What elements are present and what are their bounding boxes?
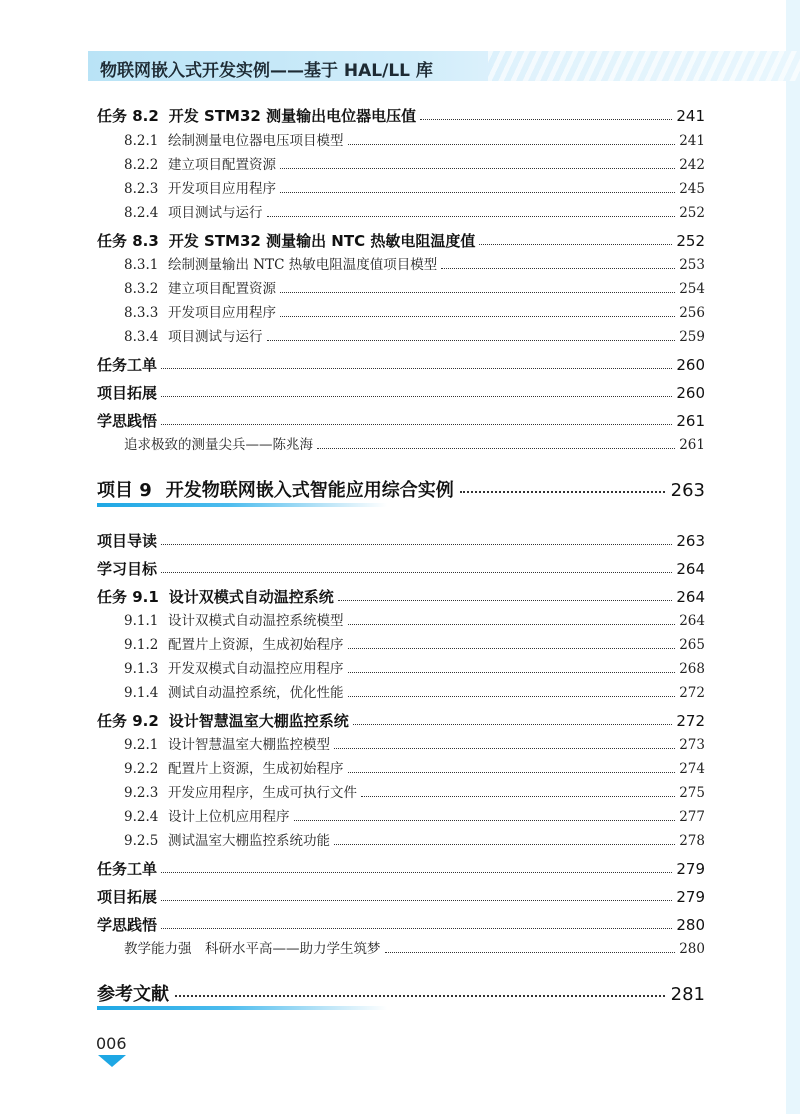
page-marker-triangle-icon — [98, 1055, 126, 1067]
toc-page: 275 — [679, 785, 705, 801]
toc-section-8-3-2[interactable] — [124, 277, 705, 301]
toc-task-8-3[interactable] — [97, 229, 705, 253]
running-header — [88, 51, 800, 81]
toc-title: 绘制测量电位器电压项目模型 — [168, 133, 344, 149]
toc-number: 8.3.3 — [124, 305, 159, 321]
toc-title: 开发应用程序，生成可执行文件 — [168, 785, 357, 801]
toc-title: 设计双模式自动温控系统 — [168, 588, 334, 606]
leader-dots — [348, 686, 676, 697]
toc-title: 建立项目配置资源 — [168, 281, 276, 297]
toc-number: 9.2.5 — [124, 833, 159, 849]
toc-section-9-1-4[interactable] — [124, 681, 705, 705]
toc-page: 263 — [676, 532, 705, 550]
toc-title: 绘制测量输出 NTC 热敏电阻温度值项目模型 — [168, 257, 438, 273]
toc-number: 9.1.4 — [124, 685, 159, 701]
toc-number: 9.2.3 — [124, 785, 159, 801]
toc-title: 学习目标 — [97, 560, 158, 578]
leader-dots — [385, 942, 676, 953]
leader-dots — [294, 810, 676, 821]
toc-objectives-9[interactable] — [97, 557, 705, 581]
toc-title: 学思践悟 — [97, 916, 158, 934]
leader-dots — [334, 738, 675, 749]
toc-number: 任务 8.2 — [97, 107, 159, 125]
leader-dots — [280, 282, 675, 293]
toc-page: 260 — [676, 384, 705, 402]
toc-references[interactable] — [97, 980, 705, 1006]
toc-section-9-2-3[interactable] — [124, 781, 705, 805]
toc-page: 260 — [676, 356, 705, 374]
toc-extension-9[interactable] — [97, 885, 705, 909]
toc-number: 9.2.2 — [124, 761, 159, 777]
leader-dots — [460, 479, 665, 493]
toc-section-8-3-1[interactable] — [124, 253, 705, 277]
toc-title: 测试自动温控系统，优化性能 — [168, 685, 344, 701]
leader-dots — [348, 134, 676, 145]
toc-section-9-2-2[interactable] — [124, 757, 705, 781]
toc-page: 273 — [679, 737, 705, 753]
toc-page: 264 — [676, 560, 705, 578]
toc-page: 280 — [676, 916, 705, 934]
toc-section-8-2-3[interactable] — [124, 177, 705, 201]
leader-dots — [348, 762, 676, 773]
leader-dots — [175, 983, 665, 997]
toc-page: 264 — [679, 613, 705, 629]
toc-page: 278 — [679, 833, 705, 849]
toc-page: 242 — [679, 157, 705, 173]
leader-dots — [441, 258, 675, 269]
toc-number: 8.2.1 — [124, 133, 159, 149]
toc-page: 261 — [676, 412, 705, 430]
toc-number: 项目 9 — [97, 480, 152, 501]
toc-section-8-3-3[interactable] — [124, 301, 705, 325]
toc-page: 279 — [676, 888, 705, 906]
leader-dots — [161, 862, 672, 873]
toc-title: 任务工单 — [97, 860, 158, 878]
leader-dots — [161, 562, 672, 573]
toc-title: 开发项目应用程序 — [168, 305, 276, 321]
header-stripes — [488, 51, 800, 81]
toc-title: 学思践悟 — [97, 412, 158, 430]
toc-intro-9[interactable] — [97, 529, 705, 553]
leader-dots — [420, 109, 672, 120]
toc-page: 254 — [679, 281, 705, 297]
toc-number: 8.2.3 — [124, 181, 159, 197]
toc-title: 开发双模式自动温控应用程序 — [168, 661, 344, 677]
toc-work-order-8[interactable] — [97, 353, 705, 377]
toc-section-9-2-5[interactable] — [124, 829, 705, 853]
toc-number: 任务 8.3 — [97, 232, 159, 250]
toc-number: 9.1.3 — [124, 661, 159, 677]
toc-number: 8.2.2 — [124, 157, 159, 173]
leader-dots — [161, 414, 672, 425]
toc-title: 配置片上资源，生成初始程序 — [168, 761, 344, 777]
toc-page: 252 — [676, 232, 705, 250]
toc-title: 开发 STM32 测量输出电位器电压值 — [168, 107, 417, 125]
toc-page: 279 — [676, 860, 705, 878]
toc-section-9-2-1[interactable] — [124, 733, 705, 757]
toc-number: 9.1.2 — [124, 637, 159, 653]
toc-section-8-2-4[interactable] — [124, 201, 705, 225]
toc-number: 任务 9.2 — [97, 712, 159, 730]
toc-page: 263 — [670, 480, 705, 501]
toc-page: 256 — [679, 305, 705, 321]
toc-number: 8.2.4 — [124, 205, 159, 221]
toc-reflection-8-story[interactable] — [124, 433, 705, 457]
toc-task-8-2[interactable] — [97, 104, 705, 128]
leader-dots — [317, 438, 675, 449]
toc-section-9-1-2[interactable] — [124, 633, 705, 657]
toc-reflection-9[interactable] — [97, 913, 705, 937]
toc-page: 265 — [679, 637, 705, 653]
toc-task-9-2[interactable] — [97, 709, 705, 733]
toc-section-8-2-1[interactable] — [124, 129, 705, 153]
toc-page: 281 — [670, 984, 705, 1005]
leader-dots — [348, 614, 676, 625]
leader-dots — [161, 918, 672, 929]
toc-work-order-9[interactable] — [97, 857, 705, 881]
toc-page: 252 — [679, 205, 705, 221]
toc-number: 9.2.4 — [124, 809, 159, 825]
toc-number: 9.2.1 — [124, 737, 159, 753]
toc-page: 261 — [679, 437, 705, 453]
toc-number: 任务 9.1 — [97, 588, 159, 606]
toc-section-9-1-1[interactable] — [124, 609, 705, 633]
project-underline — [97, 503, 387, 507]
toc-title: 项目测试与运行 — [168, 205, 263, 221]
toc-number: 8.3.1 — [124, 257, 159, 273]
toc-title: 参考文献 — [97, 984, 169, 1005]
toc-section-9-2-4[interactable] — [124, 805, 705, 829]
toc-number: 8.3.2 — [124, 281, 159, 297]
leader-dots — [348, 662, 676, 673]
leader-dots — [267, 330, 676, 341]
toc-title: 配置片上资源，生成初始程序 — [168, 637, 344, 653]
leader-dots — [280, 158, 675, 169]
toc-page: 274 — [679, 761, 705, 777]
toc-section-8-3-4[interactable] — [124, 325, 705, 349]
leader-dots — [161, 534, 672, 545]
page-number: 006 — [96, 1034, 127, 1053]
leader-dots — [161, 386, 672, 397]
leader-dots — [161, 890, 672, 901]
toc-page: 268 — [679, 661, 705, 677]
toc-project-9[interactable] — [97, 476, 705, 502]
toc-title: 追求极致的测量尖兵——陈兆海 — [124, 437, 313, 453]
toc-title: 开发项目应用程序 — [168, 181, 276, 197]
toc-title: 项目测试与运行 — [168, 329, 263, 345]
leader-dots — [479, 234, 672, 245]
toc-page: 264 — [676, 588, 705, 606]
references-underline — [97, 1006, 387, 1010]
leader-dots — [161, 358, 672, 369]
toc-page: 280 — [679, 941, 705, 957]
toc-page: 259 — [679, 329, 705, 345]
toc-reflection-8[interactable] — [97, 409, 705, 433]
toc-title: 项目导读 — [97, 532, 158, 550]
leader-dots — [361, 786, 675, 797]
toc-number: 9.1.1 — [124, 613, 159, 629]
toc-reflection-9-story[interactable] — [124, 937, 705, 961]
toc-title: 项目拓展 — [97, 384, 158, 402]
toc-title: 开发 STM32 测量输出 NTC 热敏电阻温度值 — [168, 232, 476, 250]
toc-page: 253 — [679, 257, 705, 273]
toc-title: 建立项目配置资源 — [168, 157, 276, 173]
toc-title: 开发物联网嵌入式智能应用综合实例 — [165, 480, 454, 501]
toc-extension-8[interactable] — [97, 381, 705, 405]
toc-title: 测试温室大棚监控系统功能 — [168, 833, 330, 849]
toc-title: 设计智慧温室大棚监控系统 — [168, 712, 349, 730]
leader-dots — [280, 182, 675, 193]
leader-dots — [348, 638, 676, 649]
toc-section-8-2-2[interactable] — [124, 153, 705, 177]
leader-dots — [267, 206, 676, 217]
toc-task-9-1[interactable] — [97, 585, 705, 609]
leader-dots — [334, 834, 675, 845]
toc-title: 设计智慧温室大棚监控模型 — [168, 737, 330, 753]
toc-page: 241 — [679, 133, 705, 149]
side-decor-bar — [786, 0, 800, 1114]
toc-section-9-1-3[interactable] — [124, 657, 705, 681]
toc-page: 277 — [679, 809, 705, 825]
toc-page: 241 — [676, 107, 705, 125]
toc-title: 设计上位机应用程序 — [168, 809, 290, 825]
book-title: 物联网嵌入式开发实例——基于 HAL/LL 库 — [100, 61, 433, 81]
toc-title: 项目拓展 — [97, 888, 158, 906]
leader-dots — [338, 590, 673, 601]
toc-page: 245 — [679, 181, 705, 197]
leader-dots — [280, 306, 675, 317]
toc-title: 任务工单 — [97, 356, 158, 374]
toc-title: 教学能力强 科研水平高——助力学生筑梦 — [124, 941, 381, 957]
leader-dots — [353, 714, 673, 725]
toc-page: 272 — [679, 685, 705, 701]
toc-number: 8.3.4 — [124, 329, 159, 345]
toc-page: 272 — [676, 712, 705, 730]
toc-title: 设计双模式自动温控系统模型 — [168, 613, 344, 629]
